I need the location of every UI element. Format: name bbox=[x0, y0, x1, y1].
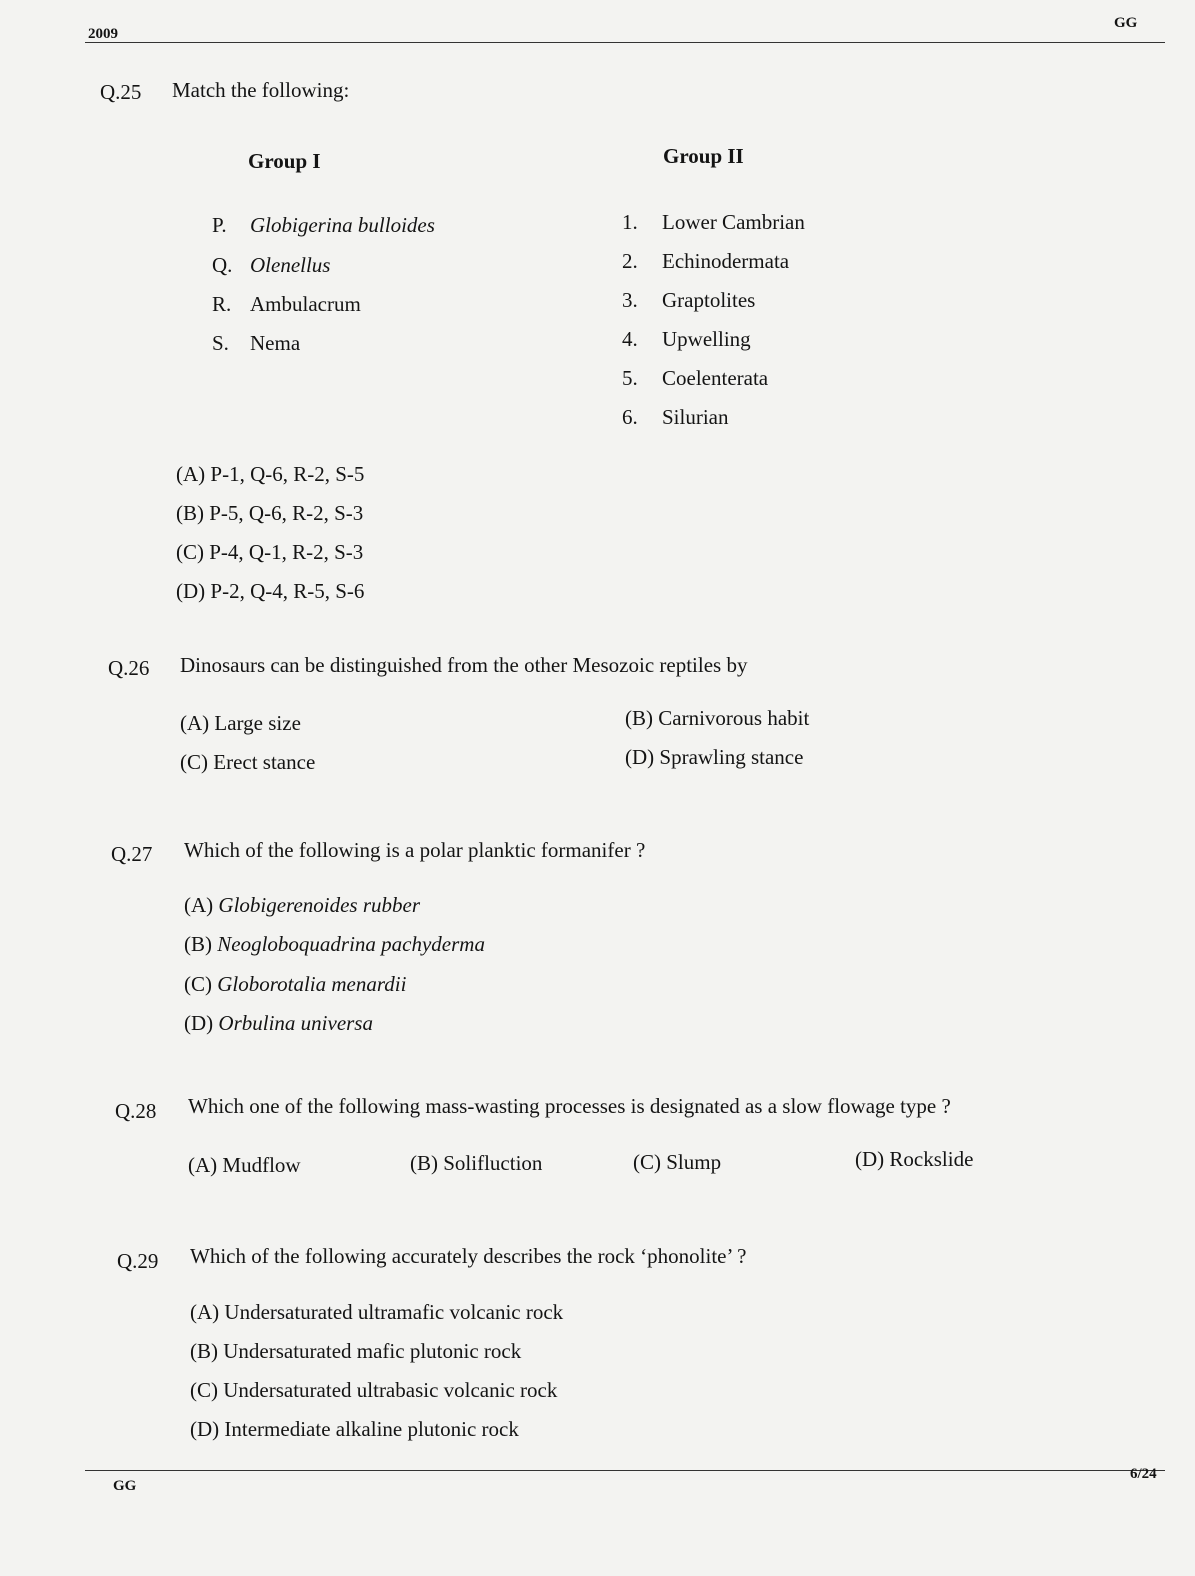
q29-option-a[interactable]: (A) Undersaturated ultramafic volcanic rock bbox=[190, 1300, 564, 1324]
q29-text: Which of the following accurately describes the rock ‘phonolite’ ? bbox=[190, 1244, 747, 1268]
header-code: GG bbox=[1114, 15, 1138, 31]
q27-option-c[interactable]: (C) Globorotalia menardii bbox=[184, 972, 407, 996]
q25-option-d[interactable]: (D) P-2, Q-4, R-5, S-6 bbox=[176, 579, 365, 603]
q29-option-d[interactable]: (D) Intermediate alkaline plutonic rock bbox=[190, 1417, 519, 1441]
q26-option-a[interactable]: (A) Large size bbox=[180, 711, 301, 735]
q25-text: Match the following: bbox=[172, 78, 350, 102]
q26-option-d[interactable]: (D) Sprawling stance bbox=[625, 745, 804, 769]
q25-group1-item-p: P. Globigerina bulloides bbox=[212, 213, 435, 237]
q27-option-b[interactable]: (B) Neogloboquadrina pachyderma bbox=[184, 932, 485, 956]
header-year: 2009 bbox=[88, 26, 118, 42]
q25-group1-item-r: R. Ambulacrum bbox=[212, 292, 361, 316]
q29-option-c[interactable]: (C) Undersaturated ultrabasic volcanic rock bbox=[190, 1378, 558, 1402]
q25-group2-title: Group II bbox=[663, 144, 744, 168]
q25-option-c[interactable]: (C) P-4, Q-1, R-2, S-3 bbox=[176, 540, 364, 564]
q28-option-a[interactable]: (A) Mudflow bbox=[188, 1153, 301, 1177]
q26-option-c[interactable]: (C) Erect stance bbox=[180, 750, 316, 774]
q28-number: Q.28 bbox=[115, 1099, 157, 1123]
header-rule bbox=[85, 42, 1165, 43]
q26-number: Q.26 bbox=[108, 656, 150, 680]
footer-rule bbox=[85, 1470, 1165, 1471]
q28-option-b[interactable]: (B) Solifluction bbox=[410, 1151, 543, 1175]
q26-option-b[interactable]: (B) Carnivorous habit bbox=[625, 706, 810, 730]
footer-page-number: 6/24 bbox=[1130, 1466, 1157, 1482]
q25-group2-item-4: 4. Upwelling bbox=[622, 327, 751, 351]
q27-option-a[interactable]: (A) Globigerenoides rubber bbox=[184, 893, 421, 917]
q25-group2-item-5: 5. Coelenterata bbox=[622, 366, 769, 390]
q25-group2-item-6: 6. Silurian bbox=[622, 405, 729, 429]
footer-code: GG bbox=[113, 1478, 137, 1494]
q25-group1-item-q: Q. Olenellus bbox=[212, 253, 331, 277]
q27-text: Which of the following is a polar planktic formanifer ? bbox=[184, 838, 646, 862]
q27-number: Q.27 bbox=[111, 842, 153, 866]
q29-option-b[interactable]: (B) Undersaturated mafic plutonic rock bbox=[190, 1339, 522, 1363]
q26-text: Dinosaurs can be distinguished from the other Mesozoic reptiles by bbox=[180, 653, 748, 677]
q25-number: Q.25 bbox=[100, 80, 142, 104]
q25-group2-item-3: 3. Graptolites bbox=[622, 288, 756, 312]
q25-group2-item-1: 1. Lower Cambrian bbox=[622, 210, 805, 234]
q25-group2-item-2: 2. Echinodermata bbox=[622, 249, 790, 273]
q28-text: Which one of the following mass-wasting processes is designated as a slow flowage type ? bbox=[188, 1094, 951, 1118]
q29-number: Q.29 bbox=[117, 1249, 159, 1273]
q25-option-a[interactable]: (A) P-1, Q-6, R-2, S-5 bbox=[176, 462, 365, 486]
q27-option-d[interactable]: (D) Orbulina universa bbox=[184, 1011, 373, 1035]
q25-option-b[interactable]: (B) P-5, Q-6, R-2, S-3 bbox=[176, 501, 364, 525]
q28-option-c[interactable]: (C) Slump bbox=[633, 1150, 722, 1174]
q25-group1-item-s: S. Nema bbox=[212, 331, 301, 355]
q28-option-d[interactable]: (D) Rockslide bbox=[855, 1147, 974, 1171]
q25-group1-title: Group I bbox=[248, 149, 321, 173]
